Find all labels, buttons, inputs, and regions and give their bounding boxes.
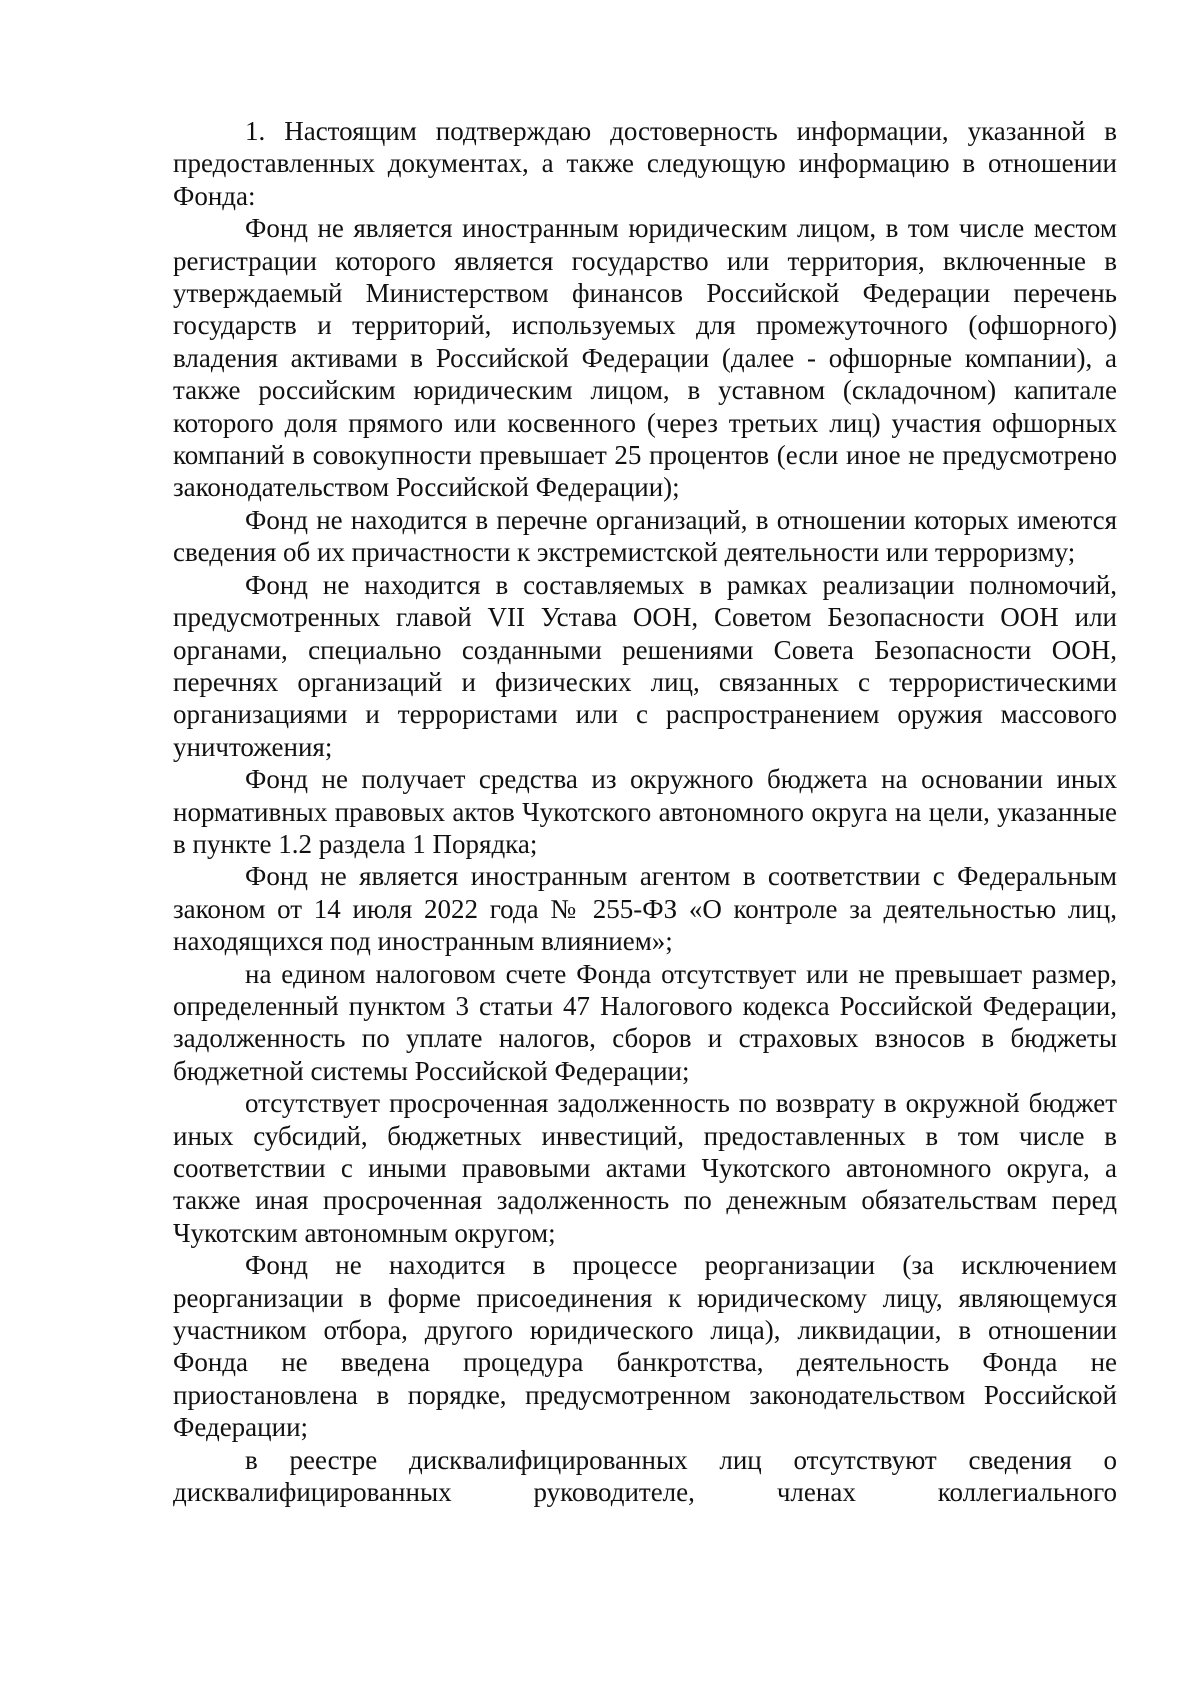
paragraph-budget-funds: Фонд не получает средства из окружного бюджета на основании иных нормативных правовых актов Чукотского автономного округа на цели, указанные в пункте 1.2 раздела 1 Порядка;: [173, 764, 1117, 859]
paragraph-confirmation: 1. Настоящим подтверждаю достоверность информации, указанной в предоставленных документах, а также следующую информацию в отношении Фонда:: [173, 116, 1117, 211]
paragraph-offshore: Фонд не является иностранным юридическим лицом, в том числе местом регистрации которого является государство или территория, включенные в утверждаемый Министерством финансов Российской Федерации перечень государств и территорий, используемых для промежуточного (офшорного) владения активами в Российской Федерации (далее - офшорные компании), а также российским юридическим лицом, в уставном (складочном) капитале которого доля прямого или косвенного (через третьих лиц) участия офшорных компаний в совокупности превышает 25 процентов (если иное не предусмотрено законодательством Российской Федерации);: [173, 213, 1117, 503]
document-body: [173, 115, 1117, 1508]
paragraph-reorganization: Фонд не находится в процессе реорганизации (за исключением реорганизации в форме присоединения к юридическому лицу, являющемуся участником отбора, другого юридического лица), ликвидации, в отношении Фонда не введена процедура банкротства, деятельность Фонда не приостановлена в порядке, предусмотренном законодательством Российской Федерации;: [173, 1250, 1117, 1443]
paragraph-tax-debt: на едином налоговом счете Фонда отсутствует или не превышает размер, определенный пунктом 3 статьи 47 Налогового кодекса Российской Федерации, задолженность по уплате налогов, сборов и страховых взносов в бюджеты бюджетной системы Российской Федерации;: [173, 958, 1117, 1086]
paragraph-disqualified-registry: в реестре дисквалифицированных лиц отсутствуют сведения о дисквалифицированных руководителе, членах коллегиального: [173, 1444, 1117, 1508]
paragraph-overdue-debt: отсутствует просроченная задолженность по возврату в окружной бюджет иных субсидий, бюджетных инвестиций, предоставленных в том числе в соответствии с иными правовыми актами Чукотского автономного округа, а также иная просроченная задолженность по денежным обязательствам перед Чукотским автономным округом;: [173, 1088, 1117, 1248]
paragraph-extremism: Фонд не находится в перечне организаций, в отношении которых имеются сведения об их причастности к экстремистской деятельности или терроризму;: [173, 504, 1117, 568]
paragraph-foreign-agent: Фонд не является иностранным агентом в соответствии с Федеральным законом от 14 июля 2022 года № 255-ФЗ «О контроле за деятельностью лиц, находящихся под иностранным влиянием»;: [173, 861, 1117, 957]
paragraph-un-sanctions: Фонд не находится в составляемых в рамках реализации полномочий, предусмотренных главой VII Устава ООН, Советом Безопасности ООН или органами, специально созданными решениями Совета Безопасности ООН, перечнях организаций и физических лиц, связанных с террористическими организациями и террористами или с распространением оружия массового уничтожения;: [173, 569, 1117, 762]
